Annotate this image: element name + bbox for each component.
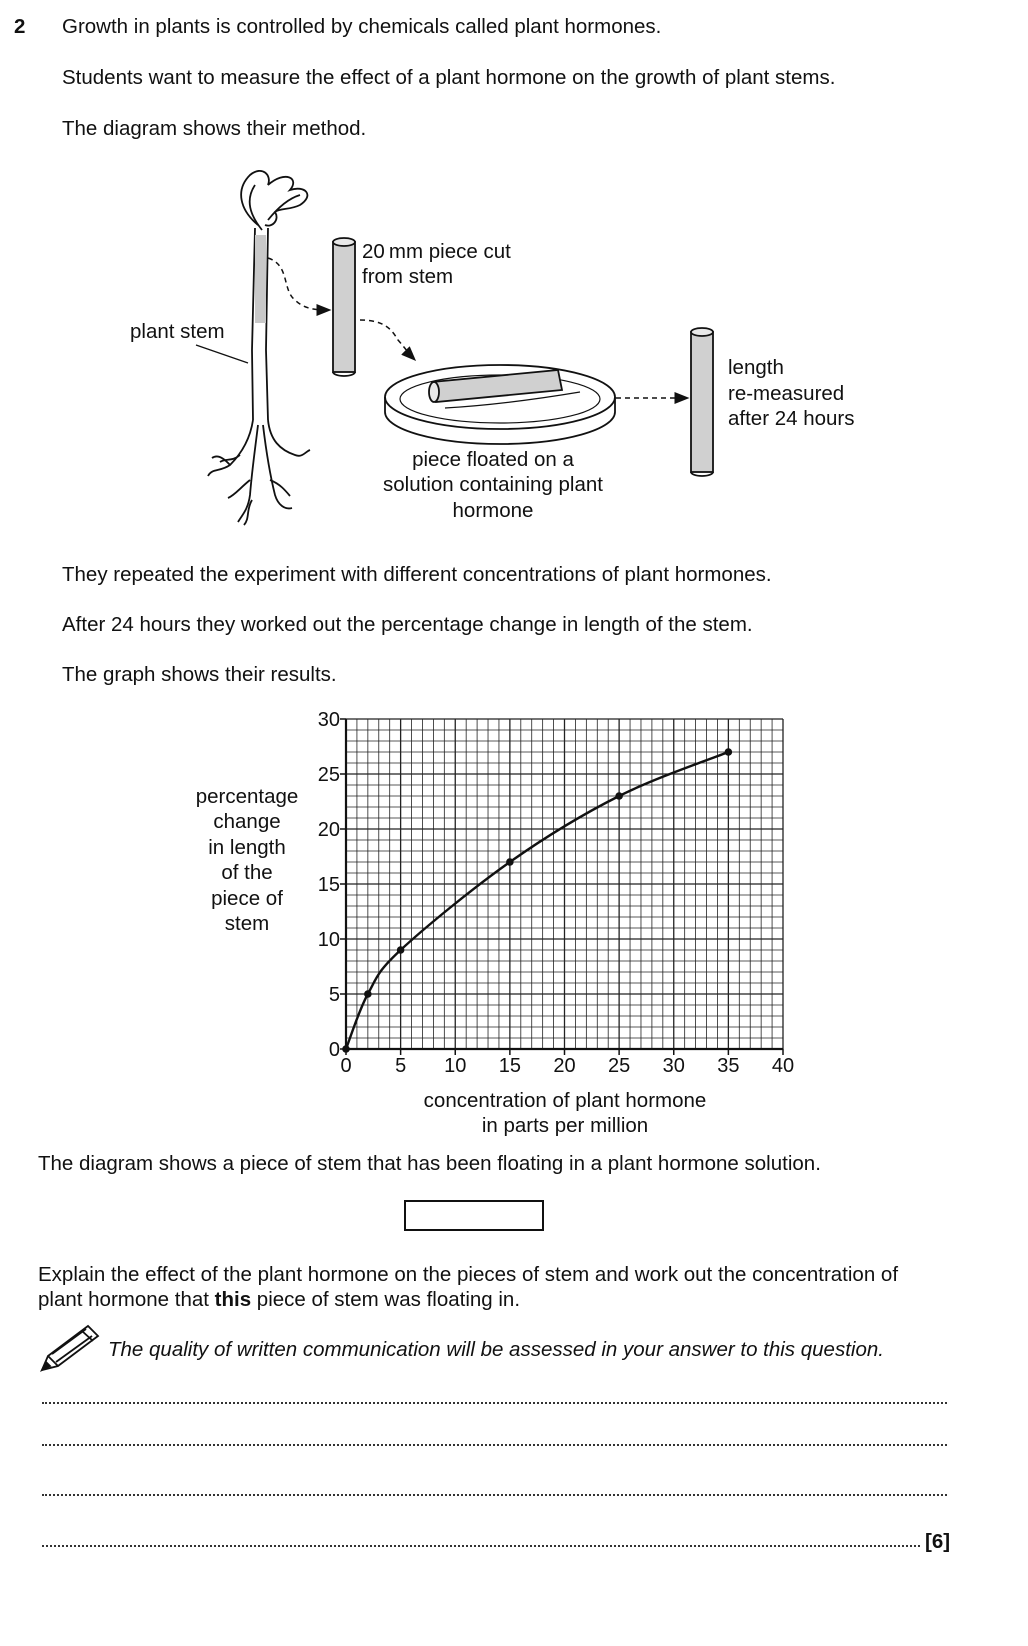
intro-text: Growth in plants is controlled by chemicals called plant hormones. bbox=[62, 15, 662, 38]
y-tick-label: 30 bbox=[317, 709, 340, 731]
answer-line[interactable] bbox=[42, 1402, 947, 1404]
length-label-line1: length bbox=[728, 356, 784, 379]
x-tick-label: 35 bbox=[717, 1055, 740, 1077]
data-point bbox=[615, 792, 623, 800]
plant-stem-label: plant stem bbox=[130, 320, 225, 343]
data-point bbox=[397, 946, 405, 954]
marks-label: [6] bbox=[925, 1530, 951, 1553]
x-tick-label: 0 bbox=[340, 1055, 352, 1077]
instruction-line2-pre: plant hormone that bbox=[38, 1288, 215, 1311]
calc-text: After 24 hours they worked out the percentage change in length of the stem. bbox=[62, 613, 753, 636]
graph-intro-text: The graph shows their results. bbox=[62, 663, 337, 686]
pencil-icon bbox=[36, 1322, 102, 1374]
data-point bbox=[342, 1045, 350, 1053]
graph-grid bbox=[346, 719, 783, 1049]
instruction-line2-post: piece of stem was floating in. bbox=[251, 1288, 521, 1311]
cut-piece-tube bbox=[333, 238, 355, 376]
y-label-line: change bbox=[213, 810, 281, 834]
y-label-line: of the bbox=[221, 861, 273, 885]
question-number: 2 bbox=[14, 15, 26, 38]
cut-label-line2: from stem bbox=[362, 265, 454, 288]
y-tick-label: 5 bbox=[328, 984, 340, 1006]
float-label-line2: solution containing plant bbox=[383, 473, 603, 496]
float-label-line1: piece floated on a bbox=[412, 448, 574, 471]
stem-piece-rectangle bbox=[404, 1200, 544, 1231]
answer-line[interactable] bbox=[42, 1494, 947, 1496]
y-tick-label: 25 bbox=[317, 764, 340, 786]
y-label-line: stem bbox=[224, 912, 270, 936]
petri-dish bbox=[385, 365, 615, 444]
x-tick-label: 30 bbox=[662, 1055, 685, 1077]
method-intro-text: The diagram shows their method. bbox=[62, 117, 367, 140]
y-tick-label: 15 bbox=[317, 874, 340, 896]
stem-diagram-intro: The diagram shows a piece of stem that has been floating in a plant hormone solution. bbox=[38, 1152, 821, 1175]
data-point bbox=[725, 748, 733, 756]
float-label-line3: hormone bbox=[452, 499, 534, 522]
x-tick-label: 10 bbox=[444, 1055, 467, 1077]
x-axis-label-line1: concentration of plant hormone bbox=[423, 1089, 707, 1112]
y-tick-label: 20 bbox=[317, 819, 340, 841]
x-tick-label: 5 bbox=[395, 1055, 407, 1077]
x-axis-label-line2: in parts per million bbox=[481, 1114, 649, 1137]
x-tick-label: 25 bbox=[608, 1055, 631, 1077]
answer-line[interactable] bbox=[42, 1444, 947, 1446]
graph-ticks bbox=[318, 709, 794, 1077]
repeat-text: They repeated the experiment with different concentrations of plant hormones. bbox=[62, 563, 772, 586]
remeasured-tube bbox=[691, 328, 713, 476]
x-tick-label: 20 bbox=[553, 1055, 576, 1077]
data-point bbox=[364, 990, 372, 998]
y-label-line: percentage bbox=[195, 785, 299, 808]
results-graph bbox=[0, 700, 1028, 1090]
aim-text: Students want to measure the effect of a plant hormone on the growth of plant stems. bbox=[62, 66, 836, 89]
qwc-note: The quality of written communication will be assessed in your answer to this question. bbox=[108, 1338, 884, 1361]
instruction-line1: Explain the effect of the plant hormone on the pieces of stem and work out the concentration of bbox=[38, 1263, 899, 1286]
y-tick-label: 10 bbox=[317, 929, 340, 951]
answer-line[interactable] bbox=[42, 1545, 920, 1547]
length-label-line3: after 24 hours bbox=[728, 407, 855, 430]
instruction-bold: this bbox=[214, 1288, 252, 1311]
results-curve bbox=[346, 752, 728, 1049]
cut-label-line1: 20 mm piece cut bbox=[362, 240, 511, 263]
y-label-line: in length bbox=[208, 835, 286, 859]
length-label-line2: re-measured bbox=[728, 382, 845, 405]
x-tick-label: 40 bbox=[771, 1055, 795, 1077]
x-tick-label: 15 bbox=[498, 1055, 521, 1077]
y-label-line: piece of bbox=[211, 886, 283, 910]
y-tick-label: 0 bbox=[328, 1039, 340, 1061]
plant-illustration bbox=[208, 171, 310, 525]
instruction-line2 bbox=[38, 1288, 520, 1313]
data-point bbox=[506, 858, 514, 866]
